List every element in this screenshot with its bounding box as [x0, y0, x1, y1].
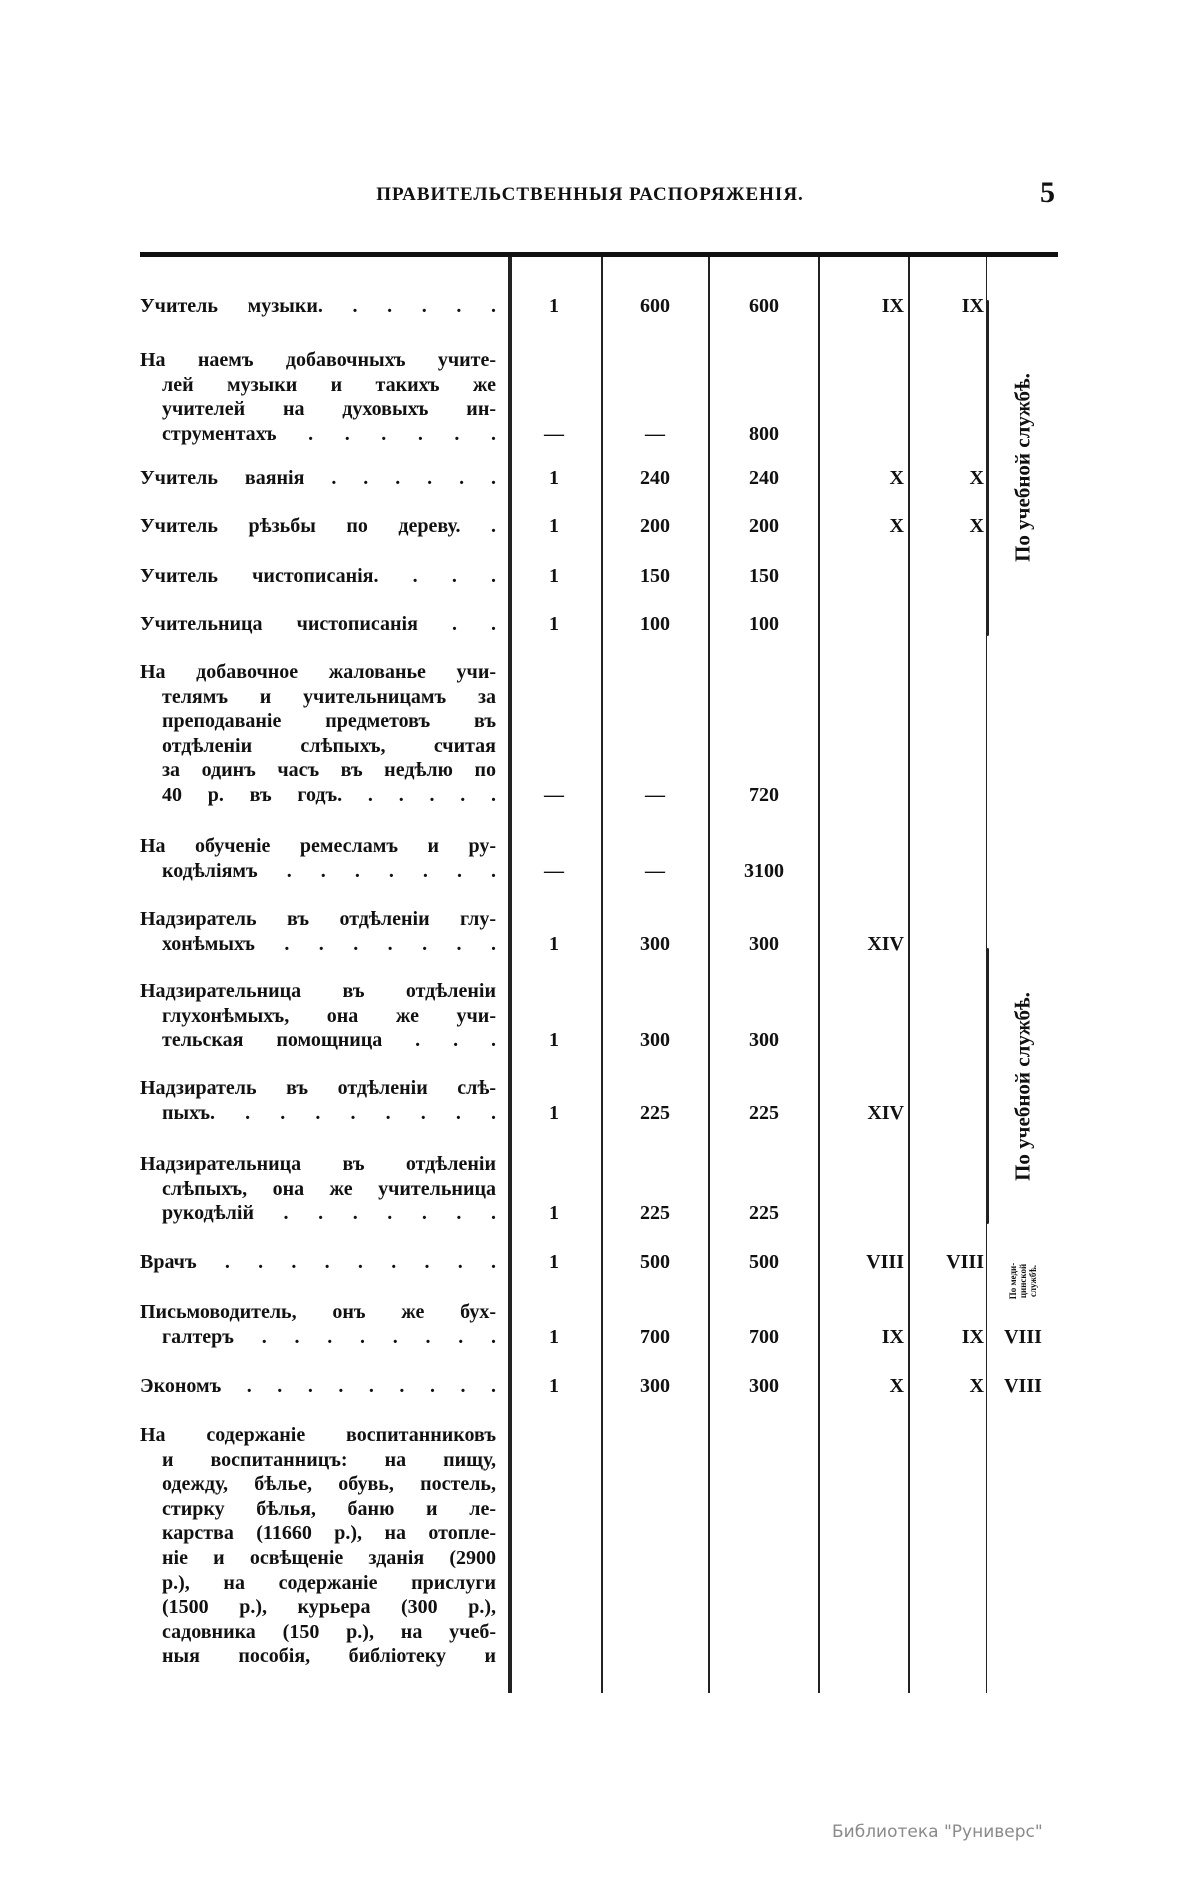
cell-salary: 225: [640, 1101, 670, 1124]
cell-uniform: X: [969, 515, 984, 537]
table-row: [140, 1374, 1056, 1399]
cell-class: X: [889, 1375, 904, 1397]
description-line: стирку бѣлья, баню и ле-: [162, 1497, 496, 1520]
row-description: [140, 907, 496, 956]
description-line: Экономъ . . . . . . . . .: [140, 1375, 496, 1397]
group-label-teaching: По учебной службѣ.: [1010, 373, 1035, 562]
row-description: [140, 294, 496, 319]
cell-count: 1: [549, 1101, 559, 1124]
description-line: и воспитанницъ: на пищу,: [162, 1448, 496, 1471]
cell-uniform: IX: [961, 295, 984, 317]
cell-total: 200: [749, 515, 779, 537]
description-line: р.), на содержаніе прислуги: [162, 1571, 496, 1594]
description-line: Учитель ваянія . . . . . .: [140, 467, 496, 489]
description-line: (1500 р.), курьера (300 р.),: [162, 1596, 496, 1619]
cell-salary: 600: [640, 295, 670, 317]
description-line: Врачъ . . . . . . . . .: [140, 1251, 496, 1273]
table-row: [140, 1300, 1056, 1349]
cell-uniform: IX: [961, 1325, 984, 1348]
table-row: [140, 834, 1056, 883]
cell-count: 1: [549, 932, 559, 955]
description-line: На добавочное жалованье учи-: [140, 661, 496, 683]
description-line: карства (11660 р.), на отопле-: [162, 1522, 496, 1545]
table-row: [140, 612, 1056, 637]
cell-count: 1: [549, 1325, 559, 1348]
watermark: Библиотека "Руниверс": [832, 1822, 1043, 1842]
description-line: тельская помощница . . .: [162, 1029, 496, 1052]
group-label-medical: [1008, 1246, 1038, 1316]
description-line: лей музыки и такихъ же: [162, 373, 496, 396]
cell-count: 1: [549, 295, 559, 317]
group-label-line: службѣ.: [1028, 1265, 1038, 1297]
cell-count: 1: [549, 467, 559, 489]
row-description: [140, 1250, 496, 1275]
top-rule: [140, 252, 1058, 257]
cell-total: 150: [749, 565, 779, 587]
cell-count: 1: [549, 1029, 559, 1052]
description-line: слѣпыхъ, она же учительница: [162, 1177, 496, 1200]
description-line: преподаваніе предметовъ въ: [162, 710, 496, 733]
cell-pension: VIII: [1004, 1325, 1042, 1348]
cell-salary: 150: [640, 565, 670, 587]
description-line: пыхъ. . . . . . . . .: [162, 1101, 496, 1124]
cell-total: 225: [749, 1202, 779, 1225]
row-description: [140, 660, 496, 808]
cell-class: IX: [881, 1325, 904, 1348]
description-line: глухонѣмыхъ, она же учи-: [162, 1004, 496, 1027]
cell-total: 600: [749, 295, 779, 317]
cell-salary: 300: [640, 1029, 670, 1052]
row-description: [140, 1374, 496, 1399]
cell-uniform: VIII: [946, 1251, 984, 1273]
description-line: Письмоводитель, онъ же бух-: [140, 1301, 496, 1323]
cell-count: 1: [549, 565, 559, 587]
cell-total: 100: [749, 613, 779, 635]
table-row: [140, 907, 1056, 956]
page-number: 5: [1040, 176, 1055, 209]
row-description: [140, 1152, 496, 1226]
description-line: за одинъ часъ въ недѣлю по: [162, 759, 496, 782]
table-row: [140, 1423, 1056, 1669]
cell-count: 1: [549, 1251, 559, 1273]
cell-salary: 700: [640, 1325, 670, 1348]
table-row: [140, 1076, 1056, 1125]
cell-class: IX: [881, 295, 904, 317]
description-line: Надзиратель въ отдѣленіи слѣ-: [140, 1077, 496, 1099]
cell-total: 300: [749, 1029, 779, 1052]
cell-salary: 100: [640, 613, 670, 635]
row-description: [140, 979, 496, 1053]
description-line: На содержаніе воспитанниковъ: [140, 1424, 496, 1446]
description-line: На обученіе ремесламъ и ру-: [140, 835, 496, 857]
table-row: [140, 1250, 1056, 1275]
cell-count: 1: [549, 515, 559, 537]
cell-salary: —: [645, 859, 665, 882]
table-row: [140, 564, 1056, 589]
cell-salary: 300: [640, 1375, 670, 1397]
description-line: кодѣліямъ . . . . . . .: [162, 859, 496, 882]
table-row: [140, 979, 1056, 1053]
group-bracket: [986, 948, 989, 1224]
cell-salary: 225: [640, 1202, 670, 1225]
row-description: [140, 514, 496, 539]
cell-count: 1: [549, 613, 559, 635]
group-label-line: цинской: [1018, 1263, 1028, 1299]
cell-salary: 500: [640, 1251, 670, 1273]
description-line: ныя пособія, библіотеку и: [162, 1645, 496, 1668]
cell-total: 500: [749, 1251, 779, 1273]
cell-count: —: [544, 784, 564, 806]
cell-salary: 200: [640, 515, 670, 537]
description-line: Учитель рѣзьбы по дереву. .: [140, 515, 496, 537]
description-line: хонѣмыхъ . . . . . . .: [162, 932, 496, 955]
row-description: [140, 612, 496, 637]
cell-total: 800: [749, 422, 779, 445]
row-description: [140, 1300, 496, 1349]
cell-class: XIV: [867, 932, 904, 955]
description-line: Учительница чистописанія . .: [140, 613, 496, 635]
row-description: [140, 348, 496, 446]
row-description: [140, 1076, 496, 1125]
description-line: Учитель чистописанія. . . .: [140, 565, 496, 587]
cell-class: X: [889, 467, 904, 489]
table-row: [140, 348, 1056, 446]
cell-total: 3100: [744, 859, 784, 882]
description-line: рукодѣлій . . . . . . .: [162, 1202, 496, 1225]
cell-count: —: [544, 422, 564, 445]
cell-total: 700: [749, 1325, 779, 1348]
description-line: струментахъ . . . . . .: [162, 422, 496, 445]
cell-total: 240: [749, 467, 779, 489]
description-line: Учитель музыки. . . . . .: [140, 295, 496, 317]
description-line: ніе и освѣщеніе зданія (2900: [162, 1546, 496, 1569]
cell-total: 225: [749, 1101, 779, 1124]
cell-salary: 300: [640, 932, 670, 955]
cell-uniform: X: [969, 467, 984, 489]
description-line: 40 р. въ годъ. . . . . .: [162, 783, 496, 806]
cell-class: X: [889, 515, 904, 537]
description-line: Надзиратель въ отдѣленіи глу-: [140, 908, 496, 930]
description-line: телямъ и учительницамъ за: [162, 685, 496, 708]
row-description: [140, 466, 496, 491]
table-row: [140, 294, 1056, 319]
description-line: садовника (150 р.), на учеб-: [162, 1620, 496, 1643]
description-line: одежду, бѣлье, обувь, постель,: [162, 1473, 496, 1496]
group-label-teaching: По учебной службѣ.: [1010, 992, 1035, 1181]
cell-count: —: [544, 859, 564, 882]
table-row: [140, 1152, 1056, 1226]
table-row: [140, 660, 1056, 808]
table-row: [140, 514, 1056, 539]
cell-total: 300: [749, 1375, 779, 1397]
row-description: [140, 1423, 496, 1669]
group-bracket: [986, 300, 989, 636]
cell-salary: —: [645, 784, 665, 806]
description-line: Надзирательница въ отдѣленіи: [140, 980, 496, 1002]
cell-class: XIV: [867, 1101, 904, 1124]
cell-salary: —: [645, 422, 665, 445]
cell-uniform: X: [969, 1375, 984, 1397]
cell-total: 300: [749, 932, 779, 955]
row-description: [140, 834, 496, 883]
group-label-line: По меди-: [1008, 1262, 1018, 1300]
description-line: Надзирательница въ отдѣленіи: [140, 1153, 496, 1175]
cell-salary: 240: [640, 467, 670, 489]
table-row: [140, 466, 1056, 491]
description-line: галтеръ . . . . . . . .: [162, 1325, 496, 1348]
description-line: отдѣленіи слѣпыхъ, считая: [162, 734, 496, 757]
cell-class: VIII: [866, 1251, 904, 1273]
cell-count: 1: [549, 1202, 559, 1225]
running-header: ПРАВИТЕЛЬСТВЕННЫЯ РАСПОРЯЖЕНІЯ.: [376, 184, 804, 205]
cell-count: 1: [549, 1375, 559, 1397]
row-description: [140, 564, 496, 589]
cell-total: 720: [749, 784, 779, 806]
description-line: На наемъ добавочныхъ учите-: [140, 349, 496, 371]
description-line: учителей на духовыхъ ин-: [162, 398, 496, 421]
cell-pension: VIII: [1004, 1375, 1042, 1397]
